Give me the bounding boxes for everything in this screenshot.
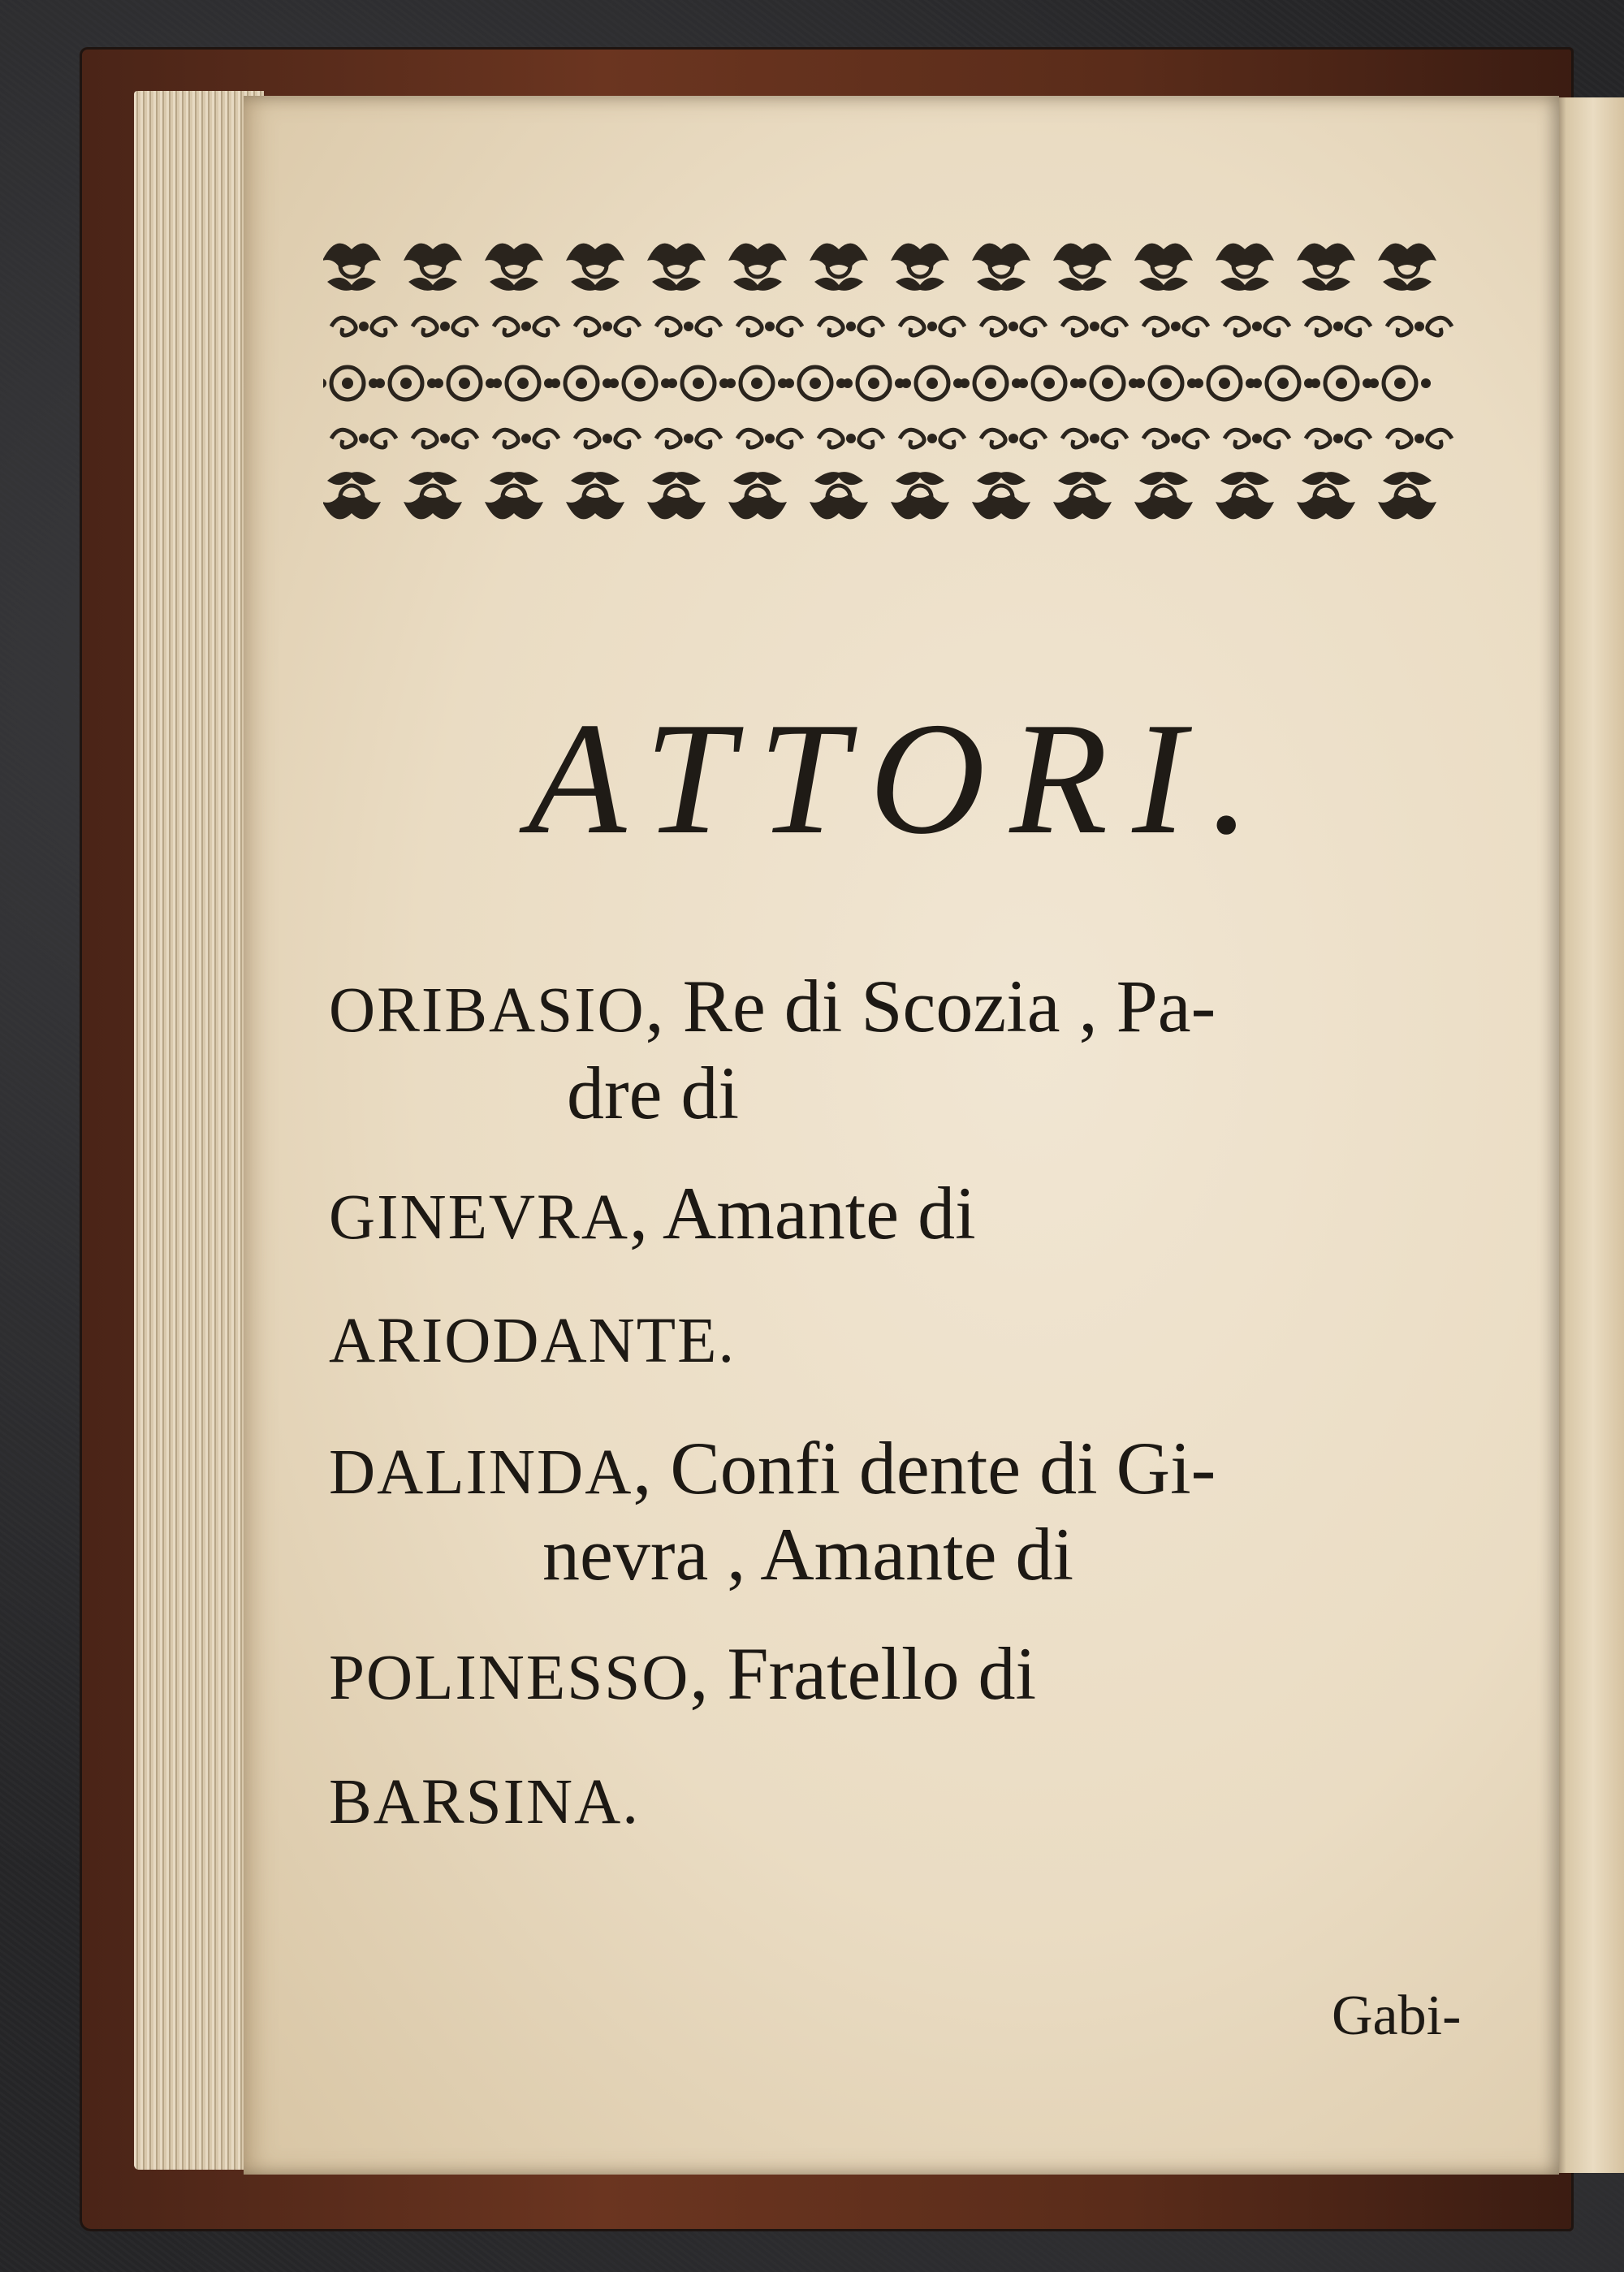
catchword: Gabi- (1332, 1985, 1462, 2047)
decorative-header-ornament (323, 229, 1456, 538)
entry-ginevra: GINEVRA, Amante di (329, 1172, 976, 1255)
entry-oribasio: ORIBASIO, Re di Scozia , Pa- (329, 965, 1216, 1047)
page-title: ATTORI. (528, 689, 1275, 867)
entry-dalinda: DALINDA, Confi dente di Gi- (329, 1427, 1216, 1510)
entry-polinesso: POLINESSO, Fratello di (329, 1632, 1037, 1715)
entry-oribasio-continuation: dre di (567, 1052, 740, 1134)
entry-barsina: BARSINA. (329, 1766, 641, 1838)
entry-ariodante: ARIODANTE. (329, 1305, 736, 1376)
entry-dalinda-continuation: nevra , Amante di (542, 1513, 1074, 1596)
